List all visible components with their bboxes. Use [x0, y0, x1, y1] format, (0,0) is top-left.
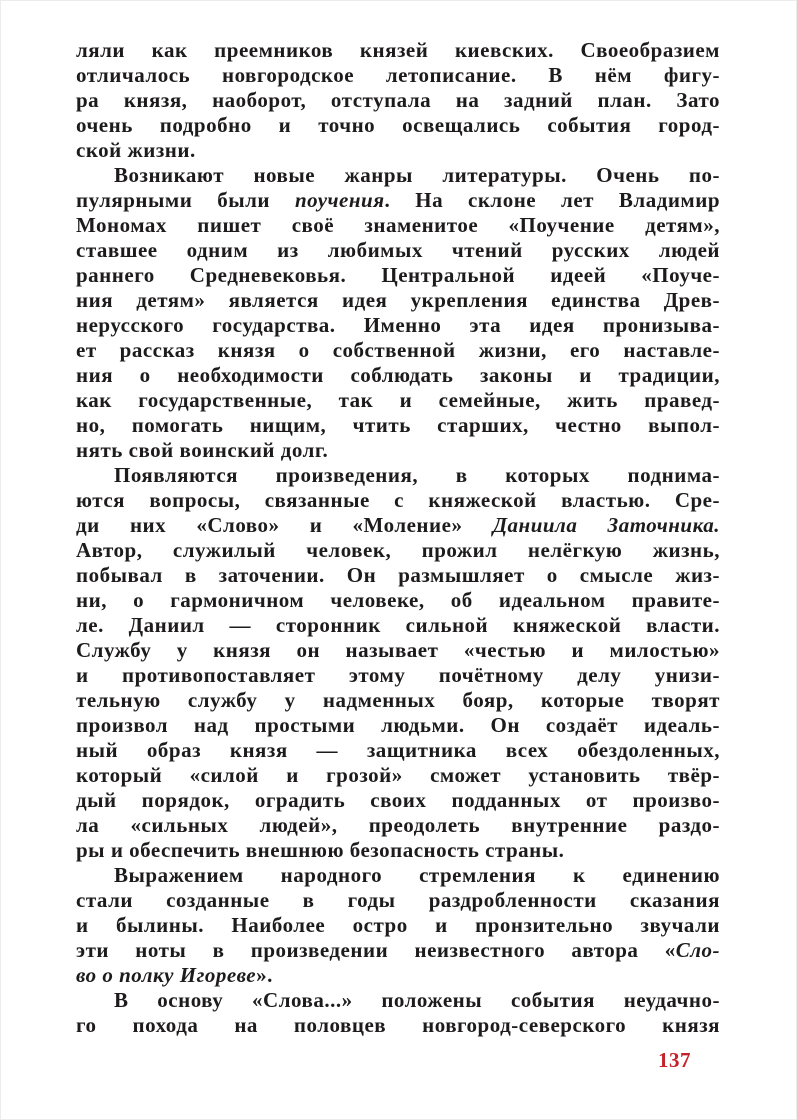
- text-segment: Появляются произведения, в которых поднима-: [114, 463, 720, 487]
- text-line: [76, 913, 720, 938]
- page-number: 137: [658, 1048, 691, 1072]
- text-line: [76, 838, 720, 863]
- text-segment: ской жизни.: [76, 138, 196, 162]
- text-line: [76, 138, 720, 163]
- italic-text-segment: Сло-: [675, 938, 720, 962]
- text-segment: нерусского государства. Именно эта идея пронизыва-: [76, 313, 720, 337]
- text-line: [76, 463, 720, 488]
- text-segment: ни, о гармоничном человеке, об идеальном правите-: [76, 588, 720, 612]
- text-segment: но, помогать нищим, чтить старших, честно выпол-: [76, 413, 720, 437]
- text-segment: очень подробно и точно освещались события город-: [76, 113, 720, 137]
- text-segment: раннего Средневековья. Центральной идеей «Поуче-: [76, 263, 720, 287]
- text-segment: дый порядок, оградить своих подданных от произво-: [76, 788, 720, 812]
- text-line: [76, 338, 720, 363]
- text-line: [76, 713, 720, 738]
- text-line: [76, 288, 720, 313]
- text-line: [76, 413, 720, 438]
- text-segment: Автор, служилый человек, прожил нелёгкую жизнь,: [76, 538, 720, 562]
- text-segment: . На склоне лет Владимир: [384, 188, 720, 212]
- text-segment: и былины. Наиболее остро и пронзительно звучали: [76, 913, 720, 937]
- text-line: [76, 388, 720, 413]
- text-line: [76, 763, 720, 788]
- text-line: [76, 563, 720, 588]
- text-line: [76, 438, 720, 463]
- text-segment: ет рассказ князя о собственной жизни, его наставле-: [76, 338, 720, 362]
- text-line: [76, 688, 720, 713]
- text-line: [76, 88, 720, 113]
- text-line: [76, 238, 720, 263]
- italic-text-segment: во о полку Игореве: [76, 963, 257, 987]
- text-segment: который «силой и грозой» сможет установить твёр-: [76, 763, 720, 787]
- text-segment: пулярными были: [76, 188, 295, 212]
- text-segment: ния детям» является идея укрепления единства Древ-: [76, 288, 720, 312]
- text-line: [76, 863, 720, 888]
- text-line: [76, 738, 720, 763]
- text-segment: го похода на половцев новгород-северского князя: [76, 1013, 720, 1037]
- text-segment: ди них «Слово» и «Моление»: [76, 513, 493, 537]
- text-segment: стали созданные в годы раздробленности сказания: [76, 888, 720, 912]
- text-segment: ния о необходимости соблюдать законы и традиции,: [76, 363, 720, 387]
- text-block: [76, 38, 720, 1038]
- text-line: [76, 888, 720, 913]
- text-line: [76, 263, 720, 288]
- text-line: [76, 538, 720, 563]
- text-segment: Службу у князя он называет «честью и милостью»: [76, 638, 720, 662]
- text-line: [76, 613, 720, 638]
- text-line: [76, 38, 720, 63]
- text-segment: Выражением народного стремления к единению: [114, 863, 720, 887]
- text-line: [76, 1013, 720, 1038]
- text-segment: В основу «Слова...» положены события неудачно-: [114, 988, 720, 1012]
- text-line: [76, 163, 720, 188]
- italic-text-segment: поучения: [294, 188, 385, 212]
- text-line: [76, 588, 720, 613]
- text-line: [76, 788, 720, 813]
- text-line: [76, 213, 720, 238]
- text-segment: тельную службу у надменных бояр, которые творят: [76, 688, 720, 712]
- text-line: [76, 363, 720, 388]
- text-segment: ный образ князя — защитника всех обездоленных,: [76, 738, 720, 762]
- text-segment: Возникают новые жанры литературы. Очень по-: [114, 163, 720, 187]
- text-segment: ла «сильных людей», преодолеть внутренние раздо-: [76, 813, 720, 837]
- text-line: [76, 513, 720, 538]
- text-segment: как государственные, так и семейные, жить правед-: [76, 388, 720, 412]
- text-line: [76, 313, 720, 338]
- text-line: [76, 188, 720, 213]
- text-segment: отличалось новгородское летописание. В нём фигу-: [76, 63, 720, 87]
- text-line: [76, 663, 720, 688]
- text-line: [76, 813, 720, 838]
- text-segment: Мономах пишет своё знаменитое «Поучение детям»,: [76, 213, 720, 237]
- text-segment: произвол над простыми людьми. Он создаёт идеаль-: [76, 713, 720, 737]
- text-segment: ляли как преемников князей киевских. Своеобразием: [76, 38, 720, 62]
- text-segment: ра князя, наоборот, отступала на задний план. Зато: [76, 88, 720, 112]
- text-line: [76, 488, 720, 513]
- text-segment: ры и обеспечить внешнюю безопасность страны.: [76, 838, 565, 862]
- text-line: [76, 988, 720, 1013]
- text-line: [76, 113, 720, 138]
- text-line: [76, 963, 720, 988]
- text-segment: ле. Даниил — сторонник сильной княжеской власти.: [76, 613, 720, 637]
- text-segment: нять свой воинский долг.: [76, 438, 329, 462]
- text-segment: побывал в заточении. Он размышляет о смысле жиз-: [76, 563, 720, 587]
- text-line: [76, 938, 720, 963]
- italic-text-segment: Даниила Заточника.: [492, 513, 720, 537]
- text-segment: ».: [256, 963, 273, 987]
- text-segment: ставшее одним из любимых чтений русских людей: [76, 238, 720, 262]
- text-line: [76, 63, 720, 88]
- text-segment: и противопоставляет этому почётному делу унизи-: [76, 663, 720, 687]
- text-segment: ются вопросы, связанные с княжеской властью. Сре-: [76, 488, 720, 512]
- text-line: [76, 638, 720, 663]
- text-segment: эти ноты в произведении неизвестного автора «: [76, 938, 676, 962]
